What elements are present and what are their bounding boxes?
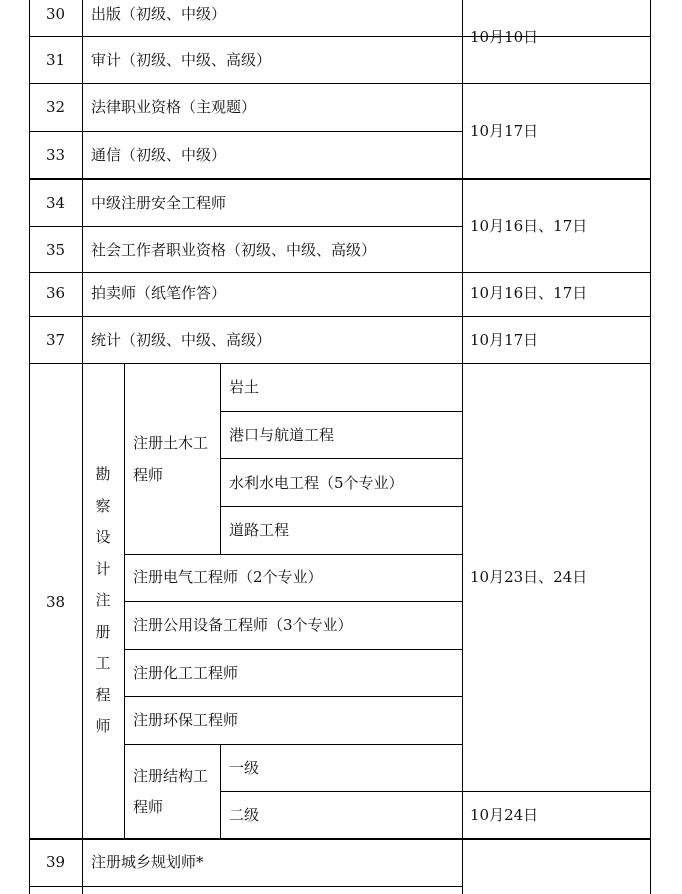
rule-line — [29, 36, 651, 37]
rule-line — [220, 458, 462, 459]
exam-date: 10月16日、17日 — [470, 284, 588, 302]
civil-engineer-label-cont: 程师 — [133, 466, 164, 484]
rule-line — [29, 83, 651, 84]
structural-level: 二级 — [229, 806, 260, 824]
structural-engineer-label-cont: 程师 — [133, 798, 164, 816]
row-number: 31 — [45, 51, 66, 69]
exam-name: 注册环保工程师 — [133, 711, 239, 729]
rule-line — [29, 272, 651, 273]
exam-name: 注册电气工程师（2个专业） — [133, 568, 323, 586]
civil-sub-item: 岩土 — [229, 378, 260, 396]
row-number: 39 — [45, 853, 66, 871]
rule-line — [124, 554, 462, 555]
category-char: 设 — [95, 528, 111, 546]
rule-line — [29, 363, 651, 364]
exam-name: 注册化工工程师 — [133, 664, 239, 682]
rule-line — [29, 316, 651, 317]
exam-name: 注册公用设备工程师（3个专业） — [133, 616, 353, 634]
exam-name: 拍卖师（纸笔作答） — [91, 284, 227, 302]
civil-sub-item: 道路工程 — [229, 521, 290, 539]
structural-level: 一级 — [229, 759, 260, 777]
exam-date: 10月17日 — [470, 122, 539, 140]
rule-line — [220, 506, 462, 507]
row-number: 38 — [45, 593, 66, 611]
row-number: 30 — [45, 5, 66, 23]
rule-line — [220, 744, 221, 838]
exam-name: 通信（初级、中级） — [91, 146, 227, 164]
civil-engineer-label: 注册土木工 — [133, 434, 209, 452]
exam-name: 统计（初级、中级、高级） — [91, 331, 272, 349]
category-char: 师 — [95, 717, 111, 735]
structural-engineer-label: 注册结构工 — [133, 767, 209, 785]
exam-name: 法律职业资格（主观题） — [91, 98, 257, 116]
exam-date: 10月16日、17日 — [470, 217, 588, 235]
rule-line — [124, 649, 462, 650]
row-number: 33 — [45, 146, 66, 164]
civil-sub-item: 港口与航道工程 — [229, 426, 335, 444]
category-char: 勘 — [95, 465, 111, 483]
category-char: 程 — [95, 685, 111, 704]
rule-line — [29, 226, 462, 227]
rule-line — [29, 131, 462, 132]
rule-line — [124, 363, 125, 838]
rule-line — [29, 178, 651, 180]
row-number: 35 — [45, 241, 66, 259]
exam-name: 中级注册安全工程师 — [91, 194, 227, 212]
rule-line — [124, 696, 462, 697]
exam-name: 出版（初级、中级） — [91, 5, 227, 23]
rule-line — [650, 0, 651, 894]
row-number: 37 — [45, 331, 66, 349]
exam-date: 10月17日 — [470, 331, 539, 349]
rule-line — [29, 886, 462, 887]
category-char: 计 — [95, 559, 111, 578]
exam-date: 10月24日 — [470, 806, 539, 824]
exam-name: 注册城乡规划师* — [91, 853, 204, 871]
civil-sub-item: 水利水电工程（5个专业） — [229, 474, 404, 492]
exam-name: 社会工作者职业资格（初级、中级、高级） — [91, 241, 377, 259]
rule-line — [462, 0, 463, 894]
exam-date: 10月10日 — [470, 28, 539, 46]
rule-line — [220, 411, 462, 412]
row-number: 36 — [45, 284, 66, 302]
rule-line — [82, 0, 83, 894]
rule-line — [220, 363, 221, 554]
category-vertical-label — [93, 459, 113, 743]
rule-line — [220, 791, 651, 792]
rule-line — [124, 744, 462, 745]
category-char: 工 — [95, 654, 111, 672]
rule-line — [29, 0, 30, 894]
category-char: 注 — [95, 591, 111, 609]
rule-line — [124, 601, 462, 602]
category-char: 册 — [95, 622, 111, 641]
exam-date: 10月23日、24日 — [470, 568, 588, 586]
exam-name: 审计（初级、中级、高级） — [91, 51, 272, 69]
row-number: 32 — [45, 98, 66, 116]
row-number: 34 — [45, 194, 66, 212]
category-char: 察 — [95, 496, 111, 515]
rule-line — [29, 838, 651, 840]
